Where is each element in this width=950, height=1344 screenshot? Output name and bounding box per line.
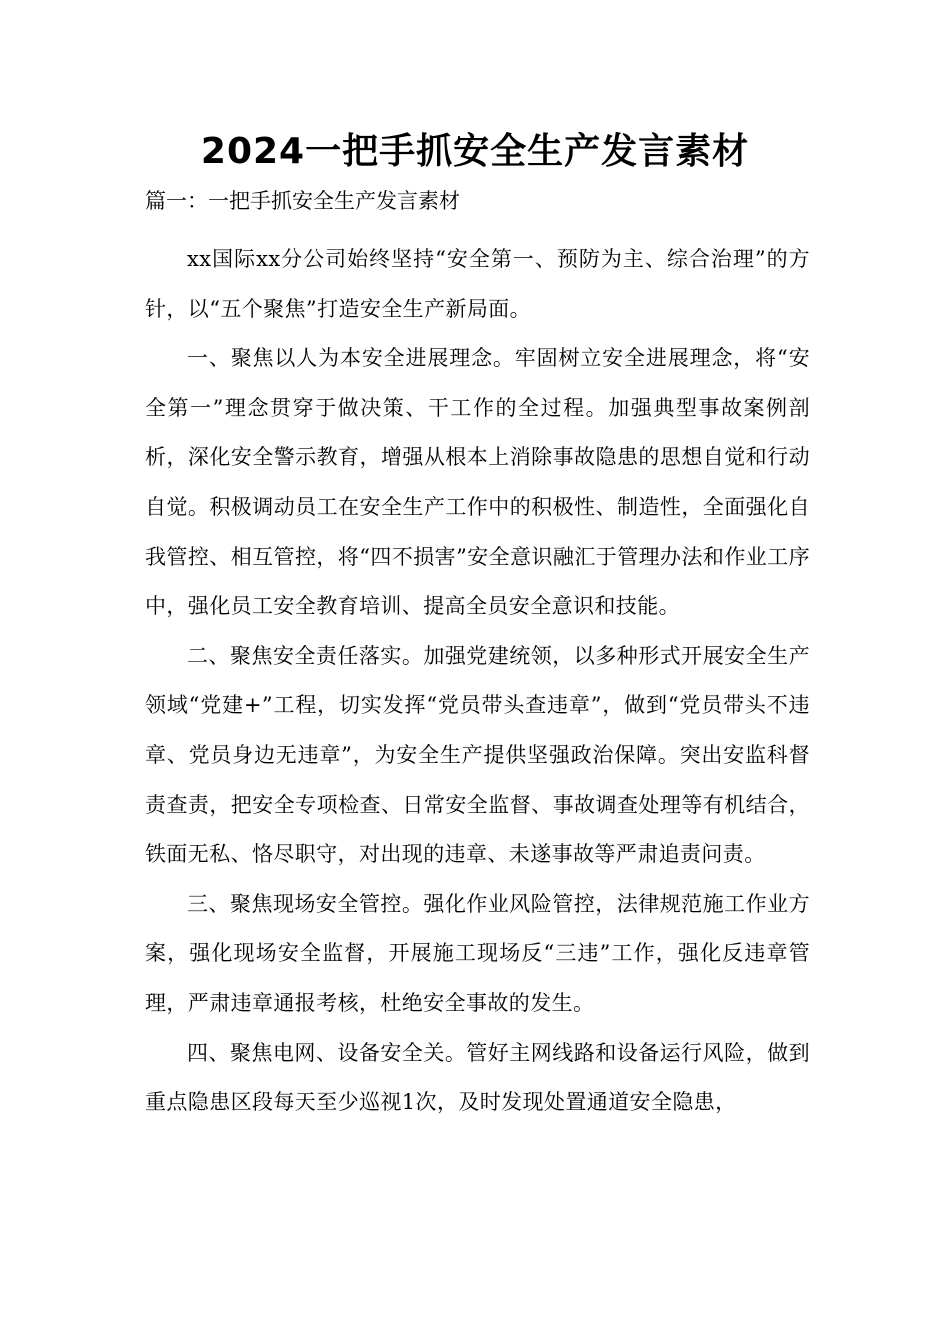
document-subtitle: 篇一：一把手抓安全生产发言素材 [145, 189, 460, 213]
paragraph-point-2: 二、聚焦安全责任落实。加强党建统领，以多种形式开展安全生产领域“党建+”工程，切实发挥“党员带头查违章”，做到“党员带头不违章、党员身边无违章”，为安全生产提供坚强政治保障。突出安监科督责查责，把安全专项检查、日常安全监督、事故调查处理等有机结合，铁面无私、恪尽职守，对出现的违章、未遂事故等严肃追责问责。 [145, 643, 810, 867]
document-title: 2024一把手抓安全生产发言素材 [200, 131, 750, 172]
paragraph-intro: xx国际xx分公司始终坚持“安全第一、预防为主、综合治理”的方针，以“五个聚焦”打造安全生产新局面。 [145, 247, 810, 321]
paragraph-point-4: 四、聚焦电网、设备安全关。管好主网线路和设备运行风险，做到重点隐患区段每天至少巡视1次，及时发现处置通道安全隐患， [145, 1040, 810, 1115]
document-body [145, 235, 810, 1128]
paragraph-point-1: 一、聚焦以人为本安全进展理念。牢固树立安全进展理念，将“安全第一”理念贯穿于做决策、干工作的全过程。加强典型事故案例剖析，深化安全警示教育，增强从根本上消除事故隐患的思想自觉和行动自觉。积极调动员工在安全生产工作中的积极性、制造性，全面强化自我管控、相互管控，将“四不损害”安全意识融汇于管理办法和作业工序中，强化员工安全教育培训、提高全员安全意识和技能。 [145, 346, 810, 619]
paragraph-point-3: 三、聚焦现场安全管控。强化作业风险管控，法律规范施工作业方案，强化现场安全监督，开展施工现场反“三违”工作，强化反违章管理，严肃违章通报考核，杜绝安全事故的发生。 [145, 891, 810, 1015]
